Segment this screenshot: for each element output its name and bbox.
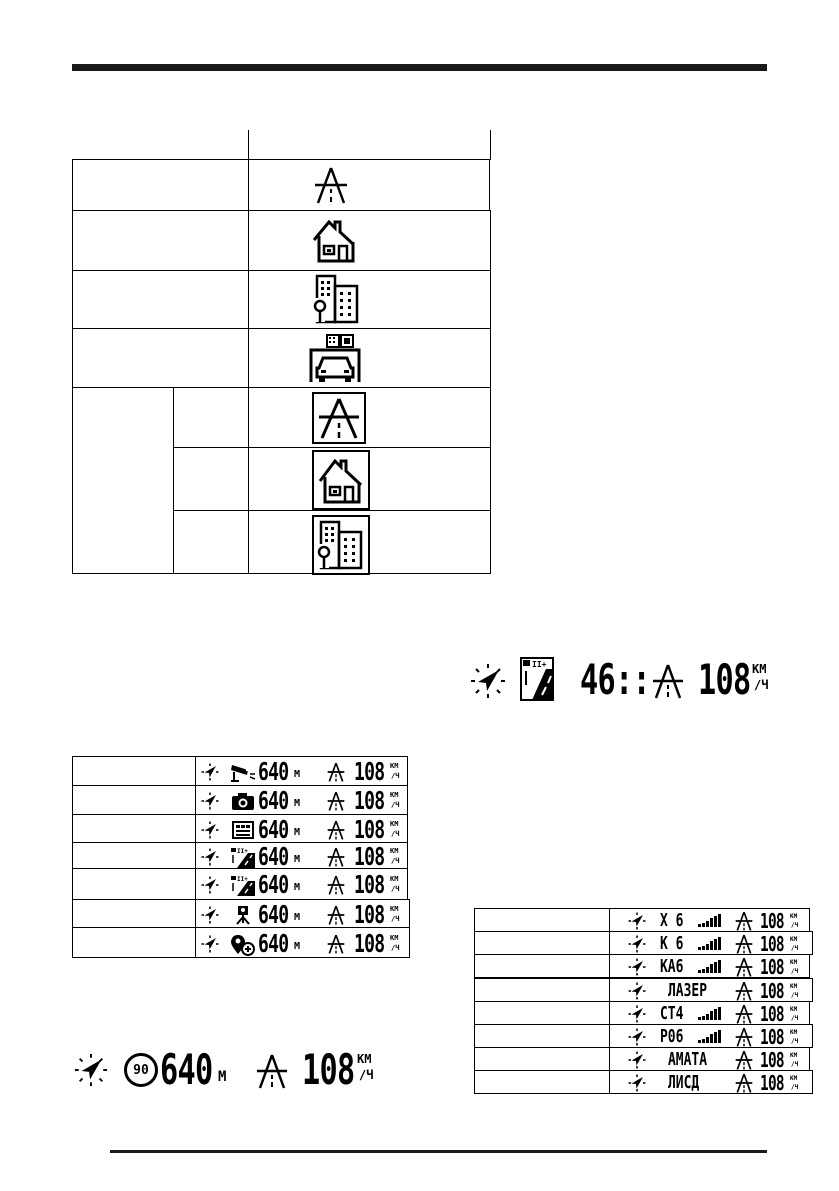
table-row-label [72,159,249,211]
table-row-label [474,1070,610,1094]
camera-distance-unit: М [294,882,301,893]
camera-speed-unit-top: КМ [390,791,399,799]
photo-camera-icon [230,791,256,816]
table-row-icon-cell [248,210,491,271]
compass-arrow-icon [201,876,219,894]
compass-arrow-icon [201,848,219,866]
compass-arrow-icon [628,1051,646,1069]
garage-car-icon [306,331,364,385]
radar-band-label: ЛИСД [668,1072,700,1093]
table-row [609,908,810,932]
table-row [609,1047,810,1071]
camera-speed: 108 [354,786,385,815]
radar-speed-unit-bottom: /Ч [791,1061,799,1068]
compass-arrow-icon [470,663,506,699]
table-row-icon-cell [248,328,491,388]
camera-distance: 640 [258,899,289,929]
compass-arrow-icon [628,958,646,976]
highway-road-icon [326,934,346,954]
compass-arrow-icon [628,1028,646,1046]
camera-speed-unit-bottom: /Ч [391,801,400,809]
camera-distance-unit: М [294,940,301,952]
table-row [195,927,410,958]
table-row-label [72,842,196,869]
svg-text:II+: II+ [237,876,248,883]
table-row [609,931,813,955]
table-row [609,1024,813,1048]
table-row-label [72,756,196,786]
highway-road-icon [734,957,754,977]
signal-strength-icon [698,1006,722,1020]
house-framed-icon [312,450,370,510]
highway-road-icon [734,911,754,931]
radar-band-label: Р06 [660,1026,684,1047]
radar-speed: 108 [760,1071,784,1095]
radar-speed-unit-top: КМ [790,1006,798,1013]
radar-band-label: КА6 [660,956,684,977]
camera-speed-unit-top: КМ [390,762,399,770]
highway-road-icon [326,905,346,925]
tripod-camera-icon [230,905,256,930]
radar-speed-unit-top: КМ [790,1052,798,1059]
bottom-rule [110,1150,767,1153]
table-row-label [72,814,196,843]
table-row-label [474,954,610,978]
radar-speed: 108 [760,979,784,1003]
radar-speed-unit-top: КМ [790,959,798,966]
radar-speed: 108 [760,1002,784,1026]
radar-band-label: СТ4 [660,1003,684,1024]
house-icon [310,215,360,265]
table-row-label [474,1001,610,1025]
table-row-icon-cell [248,270,491,329]
table-row [195,814,408,843]
camera-distance: 640 [258,841,289,871]
svg-text:II+: II+ [532,660,547,669]
table-row-label [72,868,196,900]
compass-arrow-icon [628,1005,646,1023]
radar-speed: 108 [760,909,784,933]
speed-limit-speed: 108 [302,1045,355,1094]
traffic-light-camera-icon [230,820,256,845]
camera-speed-unit-top: КМ [390,819,399,828]
table-subrow-label [173,447,249,511]
table-subrow-label [173,510,249,574]
city-buildings-icon [312,273,362,325]
table-group-label [72,387,174,574]
speed-limit-value: 90 [133,1062,149,1078]
radar-speed-unit-bottom: /Ч [791,992,799,999]
radar-speed-unit-bottom: /Ч [791,945,799,952]
camera-speed-unit-top: КМ [390,933,399,942]
highway-road-icon [326,762,346,782]
table-row-icon-cell [248,159,490,211]
speed-limit-distance: 640 [160,1045,213,1094]
svg-text:II+: II+ [237,847,248,855]
camera-speed-unit-bottom: /Ч [391,943,400,952]
radar-speed-unit-top: КМ [790,913,798,920]
camera-speed: 108 [354,899,385,929]
table-row-label [72,328,249,388]
camera-speed: 108 [354,814,385,844]
table-row-label [474,908,610,932]
table-row-label [474,1024,610,1048]
example-display [470,655,790,705]
highway-road-framed-icon [312,392,366,444]
radar-band-label: К 6 [660,933,684,954]
signal-strength-icon [698,936,722,950]
radar-speed-unit-bottom: /Ч [791,1038,799,1045]
radar-speed-unit-bottom: /Ч [791,968,799,975]
camera-speed: 108 [354,928,385,958]
radar-band-label: АМАТА [668,1049,708,1070]
highway-road-icon [652,663,684,699]
radar-speed-unit-bottom: /Ч [791,1015,799,1022]
camera-distance-unit: М [294,798,301,809]
table-row [609,1001,810,1025]
camera-distance: 640 [258,870,289,899]
highway-road-icon [256,1053,288,1089]
compass-arrow-icon [74,1053,108,1087]
example-speed-unit-top: КМ [752,662,767,676]
table-row [195,756,408,786]
city-buildings-framed-icon [312,515,370,575]
camera-speed: 108 [354,757,385,786]
speed-limit-distance-unit: М [218,1069,227,1085]
radar-speed-unit-bottom: /Ч [791,1084,799,1091]
camera-speed-unit-bottom: /Ч [391,772,400,780]
top-rule [72,64,767,71]
radar-speed-unit-top: КМ [790,1029,798,1036]
speed-limit-speed-unit-top: КМ [357,1052,372,1066]
camera-distance: 640 [258,928,289,958]
radar-speed: 108 [760,955,784,979]
table-row-label [474,978,610,1002]
camera-distance: 640 [258,814,289,844]
camera-speed-unit-top: КМ [390,846,399,855]
compass-arrow-icon [201,821,219,839]
table-row [609,954,810,978]
table-row-label [72,899,196,928]
highway-road-icon [734,981,754,1001]
table-row [195,842,408,869]
table-row-label [72,927,196,958]
camera-speed: 108 [354,841,385,871]
compass-arrow-icon [628,982,646,1000]
highway-road-icon [734,1073,754,1093]
compass-arrow-icon [628,912,646,930]
highway-road-icon [312,164,350,206]
signal-strength-icon [698,959,722,973]
table-subrow-label [173,387,249,448]
camera-speed: 108 [354,870,385,899]
compass-arrow-icon [201,935,219,953]
table-row-label [72,785,196,815]
table-row-label [474,1047,610,1071]
camera-distance: 640 [258,757,289,786]
table-row [195,899,410,928]
compass-arrow-icon [628,1074,646,1092]
camera-speed-unit-bottom: /Ч [391,914,400,923]
signal-strength-icon [698,913,722,927]
camera-speed-unit-top: КМ [390,904,399,913]
table-row-label [72,210,249,271]
camera-speed-unit-bottom: /Ч [391,829,400,838]
speed-limit-speed-unit-bottom: /Ч [359,1068,374,1082]
camera-speed-unit-top: КМ [390,875,399,883]
highway-road-icon [326,875,346,895]
radar-speed-unit-top: КМ [790,1075,798,1082]
camera-distance-unit: М [294,826,301,838]
example-display-value: 46:: [580,655,650,704]
radar-band-label: Х 6 [660,910,684,931]
highway-road-icon [734,934,754,954]
speed-limit-display [72,1045,392,1095]
highway-road-icon [326,847,346,867]
user-point-add-icon [230,934,256,961]
signal-strength-icon [698,1029,722,1043]
radar-speed-unit-top: КМ [790,936,798,943]
table-row [195,785,408,815]
camera-distance: 640 [258,786,289,815]
compass-arrow-icon [201,906,219,924]
highway-road-icon [734,1050,754,1070]
compass-arrow-icon [628,935,646,953]
compass-arrow-icon [201,763,219,781]
highway-road-icon [734,1004,754,1024]
speed-limit-sign-icon [124,1053,158,1087]
radar-speed-unit-bottom: /Ч [791,922,799,929]
table-header-cell [72,130,249,160]
radar-speed: 108 [760,932,784,956]
table-row [609,1070,813,1094]
radar-band-label: ЛАЗЕР [668,980,708,1001]
compass-arrow-icon [201,792,219,810]
speed-zone-lane-icon [520,657,554,701]
highway-road-icon [734,1027,754,1047]
example-speed-unit-bottom: /Ч [754,678,769,692]
table-row-label [72,270,249,329]
table-row-icon-cell [248,387,491,448]
table-row [609,978,813,1002]
radar-speed-unit-top: КМ [790,983,798,990]
camera-distance-unit: М [294,769,301,780]
camera-distance-unit: М [294,853,301,865]
radar-speed: 108 [760,1048,784,1072]
radar-speed: 108 [760,1025,784,1049]
speed-camera-icon [230,762,256,787]
table-row-label [474,931,610,955]
table-row [195,868,408,900]
highway-road-icon [326,820,346,840]
highway-road-icon [326,791,346,811]
camera-speed-unit-bottom: /Ч [391,885,400,893]
camera-speed-unit-bottom: /Ч [391,856,400,865]
example-display-speed: 108 [698,655,751,704]
table-header-cell [248,130,491,160]
camera-distance-unit: М [294,911,301,923]
lane-control-icon [230,875,256,902]
